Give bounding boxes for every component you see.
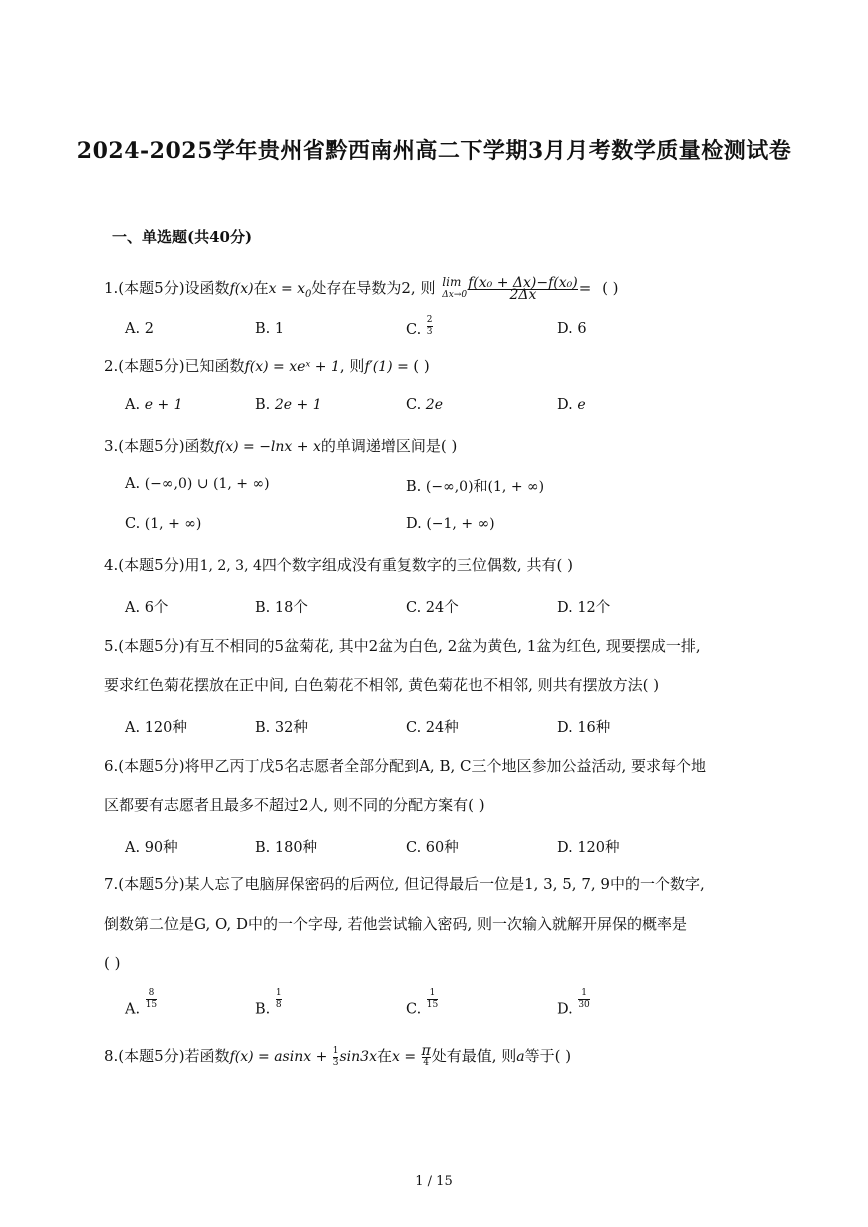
q3-b-val: (−∞,0)和(1, + ∞) — [425, 479, 545, 495]
q1-fx: f(x) — [229, 281, 254, 297]
q2-option-c — [406, 397, 443, 413]
q8-prefix: 8.(本题5分)若函数 — [104, 1047, 230, 1065]
q1-option-b: B. 1 — [255, 321, 285, 337]
q7-option-b — [255, 988, 283, 1018]
q1-mid2: 处存在导数为2, 则 — [311, 279, 436, 297]
question-2 — [104, 346, 430, 387]
q8-pi-frac — [421, 1042, 431, 1069]
q4-prefix: 4.(本题5分)用 — [104, 556, 200, 574]
q1-lim: lim — [442, 275, 462, 289]
q3-suffix: 的单调递增区间是( ) — [320, 437, 458, 455]
q6-option-d: D. 120种 — [557, 840, 620, 856]
q8-mid2: 处有最值, 则 — [431, 1047, 517, 1065]
q2-d-val: e — [577, 397, 586, 413]
q2-mid: , 则 — [339, 357, 365, 375]
q6-option-c: C. 60种 — [406, 840, 459, 856]
q7-b-label: B. — [255, 1001, 271, 1018]
q1-at: x = x — [268, 281, 306, 297]
q8-fden: 3 — [332, 1057, 339, 1068]
q8-frac — [333, 1046, 339, 1069]
q7-c-label: C. — [406, 1001, 422, 1018]
q3-prefix: 3.(本题5分)函数 — [104, 437, 215, 455]
q3-d-label: D. — [406, 516, 422, 532]
question-7-line-2: 倒数第二位是G, O, D中的一个字母, 若他尝试输入密码, 则一次输入就解开屏保的概率是 — [104, 915, 688, 933]
q2-b-label: B. — [255, 397, 271, 413]
question-6-line-1: 6.(本题5分)将甲乙丙丁戊5名志愿者全部分配到A, B, C三个地区参加公益活动, 要求每个地 — [104, 757, 707, 775]
q7-c-frac — [427, 988, 438, 1011]
q3-c-label: C. — [125, 516, 141, 532]
q4-suffix: 四个数字组成没有重复数字的三位偶数, 共有( ) — [261, 556, 573, 574]
q8-at: x = — [391, 1049, 421, 1065]
q3-option-b — [406, 476, 544, 496]
q1-num: f(x₀ + Δx)−f(x₀) — [468, 274, 578, 291]
question-3 — [104, 426, 457, 467]
q1-c-den: 3 — [426, 327, 433, 337]
q8-expr1: f(x) = asinx + — [229, 1049, 332, 1065]
page-number: 1 / 15 — [415, 1174, 453, 1189]
question-7-line-3: ( ) — [104, 954, 121, 972]
q7-option-a — [125, 988, 158, 1018]
q2-a-val: e + 1 — [144, 397, 183, 413]
q7-d-den: 30 — [578, 1000, 590, 1010]
question-8 — [104, 1036, 571, 1077]
question-1 — [104, 268, 619, 315]
q8-a: a — [516, 1049, 525, 1065]
q7-c-num: 1 — [427, 988, 438, 1000]
q7-a-num: 8 — [146, 988, 157, 1000]
q3-option-c — [125, 516, 201, 532]
q1-option-d: D. 6 — [557, 321, 587, 337]
q3-expr: f(x) = −lnx + x — [214, 439, 321, 455]
q7-a-label: A. — [125, 1001, 141, 1018]
q3-option-a — [125, 476, 270, 492]
q1-fraction — [468, 274, 578, 303]
q4-nums: 1, 2, 3, 4 — [199, 558, 262, 574]
q6-option-b: B. 180种 — [255, 840, 318, 856]
q1-c-num: 2 — [426, 315, 433, 325]
q5-option-b: B. 32种 — [255, 720, 308, 736]
q7-b-num: 1 — [275, 988, 282, 998]
q1-option-c-frac — [427, 315, 433, 338]
q7-a-frac — [146, 988, 157, 1011]
q1-option-c — [406, 315, 434, 338]
q1-limit — [442, 276, 467, 302]
q2-expr: f(x) = xeˣ + 1 — [244, 359, 340, 375]
q5-option-d: D. 16种 — [557, 720, 611, 736]
q2-deriv: f′(1) = — [364, 359, 414, 375]
q1-mid1: 在 — [253, 279, 269, 297]
q1-paren: ( ) — [602, 279, 619, 297]
q4-option-d: D. 12个 — [557, 600, 611, 616]
q2-c-label: C. — [406, 397, 422, 413]
q7-b-frac — [276, 988, 282, 1011]
q2-option-b — [255, 397, 322, 413]
q2-d-label: D. — [557, 397, 573, 413]
q6-option-a: A. 90种 — [125, 840, 178, 856]
q8-suffix: 等于( ) — [524, 1047, 572, 1065]
q7-b-den: 8 — [275, 1000, 282, 1010]
q7-d-num: 1 — [578, 988, 589, 1000]
q2-option-a — [125, 397, 183, 413]
q1-sub0: 0 — [305, 289, 312, 300]
q3-b-label: B. — [406, 479, 422, 495]
q1-den: 2Δx — [468, 289, 578, 301]
q1-eq: = — [578, 279, 592, 297]
q7-d-label: D. — [557, 1001, 573, 1018]
q3-option-d — [406, 516, 495, 532]
section-heading: 一、单选题(共40分) — [112, 228, 253, 246]
question-4 — [104, 545, 573, 586]
q3-d-val: (−1, + ∞) — [426, 516, 495, 532]
q1-option-c-label: C. — [406, 322, 422, 338]
q4-option-c: C. 24个 — [406, 600, 459, 616]
q7-option-d — [557, 988, 591, 1018]
question-6-line-2: 区都要有志愿者且最多不超过2人, 则不同的分配方案有( ) — [104, 796, 485, 814]
q2-b-val: 2e + 1 — [274, 397, 322, 413]
q2-paren: ( ) — [413, 357, 430, 375]
question-5-line-1: 5.(本题5分)有互不相同的5盆菊花, 其中2盆为白色, 2盆为黄色, 1盆为红色, 现要摆成一排, — [104, 637, 701, 655]
question-5-line-2: 要求红色菊花摆放在正中间, 白色菊花不相邻, 黄色菊花也不相邻, 则共有摆放方法( ) — [104, 676, 660, 694]
q7-option-c — [406, 988, 439, 1018]
q8-pden: 4 — [423, 1057, 429, 1068]
q2-a-label: A. — [125, 397, 141, 413]
q4-option-b: B. 18个 — [255, 600, 308, 616]
q7-d-frac — [578, 988, 589, 1011]
q1-option-a: A. 2 — [125, 321, 154, 337]
q8-mid1: 在 — [376, 1047, 392, 1065]
q1-prefix: 1.(本题5分)设函数 — [104, 279, 230, 297]
q3-a-label: A. — [125, 476, 141, 492]
q2-prefix: 2.(本题5分)已知函数 — [104, 357, 245, 375]
q3-a-val: (−∞,0) ∪ (1, + ∞) — [144, 476, 270, 492]
q8-fnum: 1 — [332, 1045, 339, 1056]
q7-c-den: 15 — [426, 1000, 439, 1010]
q3-c-val: (1, + ∞) — [144, 516, 202, 532]
q1-limsub: Δx→0 — [442, 290, 468, 300]
q8-pnum: π — [421, 1042, 431, 1059]
q7-a-den: 15 — [145, 1000, 158, 1010]
q2-c-val: 2e — [425, 397, 443, 413]
q5-option-a: A. 120种 — [125, 720, 187, 736]
question-7-line-1: 7.(本题5分)某人忘了电脑屏保密码的后两位, 但记得最后一位是1, 3, 5, 7, 9中的一个数字, — [104, 875, 705, 893]
document-title: 2024-2025学年贵州省黔西南州高二下学期3月月考数学质量检测试卷 — [76, 138, 792, 164]
q2-option-d — [557, 397, 586, 413]
q5-option-c: C. 24种 — [406, 720, 459, 736]
q8-expr2: sin3x — [339, 1049, 377, 1065]
q4-option-a: A. 6个 — [125, 600, 169, 616]
